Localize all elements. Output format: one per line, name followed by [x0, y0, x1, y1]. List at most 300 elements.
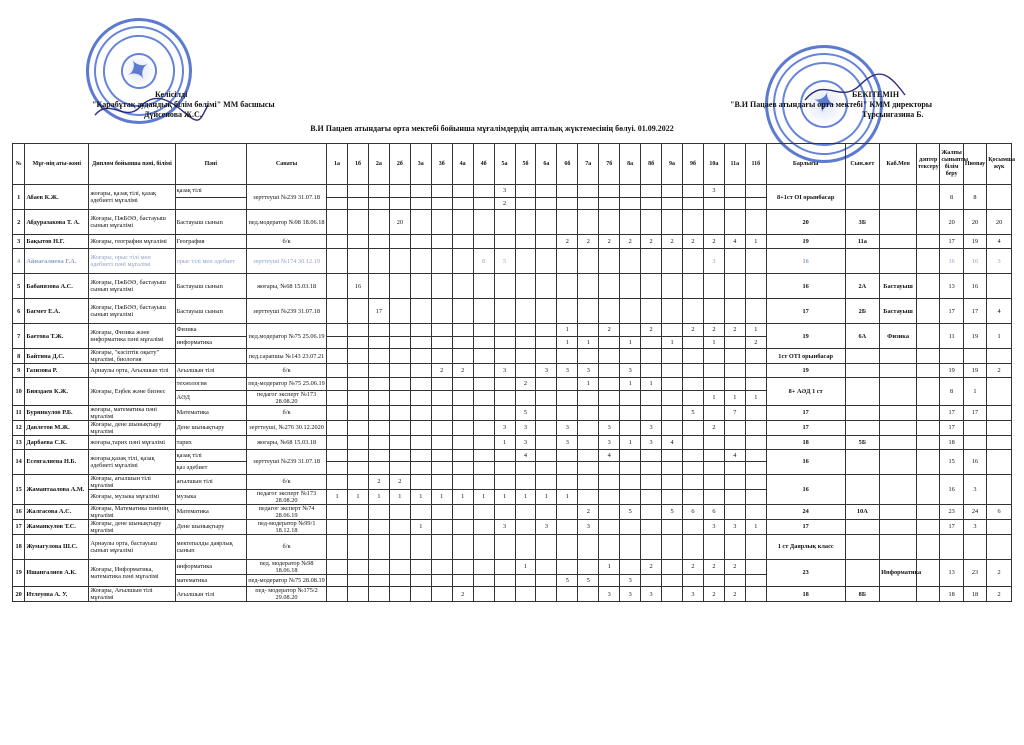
hours-2b	[389, 559, 410, 574]
class-leader: 6А	[845, 324, 879, 349]
notebook-check	[917, 504, 940, 519]
class-leader: 5Б	[845, 435, 879, 449]
extra-load	[987, 420, 1012, 435]
hours-10a	[703, 349, 724, 364]
hours-4b	[473, 519, 494, 534]
hours-7b	[599, 504, 620, 519]
hours-2b	[389, 449, 410, 462]
general-education: 17	[940, 235, 963, 249]
hours-8b: 3	[641, 435, 662, 449]
hours-1b	[348, 559, 369, 574]
cabinet	[880, 378, 917, 406]
hours-1b	[348, 504, 369, 519]
hours-2-8a: 1	[620, 336, 641, 349]
hours-9a	[662, 519, 683, 534]
subject: мектепалды даярлық сынып	[175, 534, 246, 559]
col-class-leader: Сын.жет	[845, 144, 879, 185]
hours-2-4b	[473, 197, 494, 210]
approval-left-person: Дүйсенова Ж.С.	[144, 110, 202, 119]
hours-7a	[578, 249, 599, 274]
hours-2-8a	[620, 462, 641, 475]
hours-3b	[431, 235, 452, 249]
general-education: 17	[940, 420, 963, 435]
hours-4a	[452, 504, 473, 519]
col-6a: 6а	[536, 144, 557, 185]
extra-load	[987, 378, 1012, 406]
hours-11b	[745, 274, 766, 299]
unpaid: 3	[963, 519, 986, 534]
hours-6b	[557, 534, 578, 559]
hours-11b	[745, 534, 766, 559]
hours-3a: 1	[410, 519, 431, 534]
extra-load: 2	[987, 587, 1012, 602]
hours-2-6b	[557, 390, 578, 405]
row-number: 1	[13, 185, 25, 210]
hours-1a	[327, 587, 348, 602]
unpaid	[963, 349, 986, 364]
hours-9b	[683, 435, 704, 449]
hours-7a	[578, 559, 599, 574]
hours-5b: 4	[515, 449, 536, 462]
hours-3b	[431, 559, 452, 574]
col-subject: Пәні	[175, 144, 246, 185]
col-8b: 8б	[641, 144, 662, 185]
hours-7a	[578, 274, 599, 299]
unpaid: 16	[963, 249, 986, 274]
hours-10a	[703, 435, 724, 449]
hours-4b: 8	[473, 249, 494, 274]
approval-right-title: БЕКІТЕМІН	[852, 90, 900, 99]
hours-2-3a	[410, 336, 431, 349]
class-leader	[845, 405, 879, 420]
hours-9b	[683, 534, 704, 559]
hours-3b	[431, 449, 452, 462]
general-education: 8	[940, 378, 963, 406]
row-number: 14	[13, 449, 25, 474]
hours-8a	[620, 559, 641, 574]
hours-2b: 2	[389, 474, 410, 489]
hours-1b	[348, 534, 369, 559]
notebook-check	[917, 324, 940, 349]
hours-11b	[745, 420, 766, 435]
hours-7a	[578, 210, 599, 235]
hours-8a	[620, 299, 641, 324]
hours-2-5a: 2	[494, 197, 515, 210]
hours-5b	[515, 274, 536, 299]
hours-6a	[536, 274, 557, 299]
hours-5a	[494, 474, 515, 489]
hours-9a	[662, 420, 683, 435]
table-row	[13, 210, 1012, 235]
hours-6b: 2	[557, 235, 578, 249]
extra-load	[987, 449, 1012, 474]
hours-6b	[557, 449, 578, 462]
col-name: Мұғ-нің аты-жөні	[25, 144, 89, 185]
hours-11b	[745, 364, 766, 378]
hours-2b	[389, 364, 410, 378]
class-leader: 2Б	[845, 299, 879, 324]
class-leader	[845, 449, 879, 474]
total-hours: 23	[766, 559, 845, 587]
general-education: 18	[940, 587, 963, 602]
row-number: 18	[13, 534, 25, 559]
hours-5a: 5	[494, 249, 515, 274]
hours-5a	[494, 504, 515, 519]
hours-11a	[724, 349, 745, 364]
hours-5b: 3	[515, 420, 536, 435]
cabinet	[880, 210, 917, 235]
hours-9a	[662, 449, 683, 462]
hours-6b: 3	[557, 364, 578, 378]
hours-7a	[578, 534, 599, 559]
diploma-subject: Жоғары, орыс тілі мен әдебиеті пәні мұғалімі	[89, 249, 175, 274]
cabinet	[880, 405, 917, 420]
hours-11b: 1	[745, 235, 766, 249]
general-education: 16	[940, 249, 963, 274]
hours-7b: 2	[599, 235, 620, 249]
hours-2-5a	[494, 462, 515, 475]
hours-6a	[536, 534, 557, 559]
hours-7b	[599, 378, 620, 391]
subject: Ағылшын тілі	[175, 364, 246, 378]
hours-1a	[327, 185, 348, 198]
diploma-subject: Жоғары, Математика пәнінің мұғалімі	[89, 504, 175, 519]
hours-2a	[368, 405, 389, 420]
hours-11a: 7	[724, 405, 745, 420]
hours-2-7a	[578, 489, 599, 504]
row-number: 7	[13, 324, 25, 349]
hours-6b	[557, 185, 578, 198]
subject-2: математика	[175, 574, 246, 587]
unpaid: 8	[963, 185, 986, 210]
hours-6b	[557, 274, 578, 299]
hours-11b	[745, 435, 766, 449]
hours-4b	[473, 378, 494, 391]
hours-8b	[641, 249, 662, 274]
hours-2b	[389, 420, 410, 435]
hours-11b: 1	[745, 519, 766, 534]
hours-2-9a: 1	[662, 336, 683, 349]
diploma-subject: Жоғары, ПжБӘӘ, бастауыш сынып мұғалімі	[89, 299, 175, 324]
general-education: 17	[940, 519, 963, 534]
hours-2-7b	[599, 336, 620, 349]
hours-7a	[578, 324, 599, 337]
hours-2-10a	[703, 489, 724, 504]
hours-2-6a	[536, 336, 557, 349]
hours-5b	[515, 587, 536, 602]
subject: География	[175, 235, 246, 249]
teacher-name: Дарбаева С.К.	[25, 435, 89, 449]
category: педагог эксперт №74 28.06.19	[247, 504, 327, 519]
col-1b: 1б	[348, 144, 369, 185]
hours-2b: 20	[389, 210, 410, 235]
diploma-subject-2: Жоғары, музыка мұғалімі	[89, 489, 175, 504]
hours-9a	[662, 324, 683, 337]
hours-4a	[452, 185, 473, 198]
teacher-name: Итлеуова А. У.	[25, 587, 89, 602]
hours-6a	[536, 559, 557, 574]
hours-8b	[641, 364, 662, 378]
approval-left-title: Келісілді	[155, 90, 188, 99]
extra-load	[987, 534, 1012, 559]
subject: қазақ тілі	[175, 449, 246, 462]
hours-2-2b: 1	[389, 489, 410, 504]
table-body	[13, 185, 1012, 602]
unpaid: 20	[963, 210, 986, 235]
hours-6b: 3	[557, 435, 578, 449]
diploma-subject: Жоғары, ПжБӘӘ, бастауыш сынып мұғалімі	[89, 210, 175, 235]
hours-3a	[410, 349, 431, 364]
hours-1a	[327, 235, 348, 249]
category: б/к	[247, 405, 327, 420]
hours-4a	[452, 274, 473, 299]
hours-7b	[599, 405, 620, 420]
cabinet: Информатика	[880, 559, 917, 587]
hours-10a	[703, 274, 724, 299]
hours-5a	[494, 235, 515, 249]
hours-7a	[578, 449, 599, 462]
hours-11b	[745, 185, 766, 198]
general-education: 8	[940, 185, 963, 210]
teacher-name: Абаев К.Ж.	[25, 185, 89, 210]
hours-2b	[389, 249, 410, 274]
class-leader	[845, 249, 879, 274]
hours-9b: 2	[683, 235, 704, 249]
hours-8b	[641, 185, 662, 198]
notebook-check	[917, 519, 940, 534]
col-diploma: Диплом бойынша пәні, білімі	[89, 144, 175, 185]
hours-1a	[327, 405, 348, 420]
hours-2-10a	[703, 574, 724, 587]
hours-3a	[410, 504, 431, 519]
col-cabinet: Каб.Мен	[880, 144, 917, 185]
table-row	[13, 534, 1012, 559]
subject: ағылшын тілі	[175, 474, 246, 489]
notebook-check	[917, 474, 940, 504]
class-leader	[845, 519, 879, 534]
subject: Дене шынықтыру	[175, 519, 246, 534]
hours-1a	[327, 299, 348, 324]
hours-2-7a	[578, 197, 599, 210]
hours-11a	[724, 249, 745, 274]
hours-7b	[599, 185, 620, 198]
hours-11a: 2	[724, 559, 745, 574]
teacher-name: Айнагалиева Г.А.	[25, 249, 89, 274]
notebook-check	[917, 249, 940, 274]
col-3a: 3а	[410, 144, 431, 185]
diploma-subject: Жоғары, дене шынықтыру мұғалімі	[89, 519, 175, 534]
hours-5a	[494, 299, 515, 324]
general-education: 18	[940, 435, 963, 449]
hours-11b	[745, 504, 766, 519]
hours-4a	[452, 534, 473, 559]
hours-9b: 2	[683, 324, 704, 337]
hours-3b	[431, 534, 452, 559]
hours-4a	[452, 299, 473, 324]
hours-11b	[745, 299, 766, 324]
hours-2a	[368, 504, 389, 519]
hours-6a	[536, 405, 557, 420]
hours-2-7a	[578, 390, 599, 405]
hours-8b	[641, 474, 662, 489]
hours-11a	[724, 378, 745, 391]
hours-5a: 1	[494, 435, 515, 449]
subject-2: АӘД	[175, 390, 246, 405]
hours-9b: 5	[683, 405, 704, 420]
unpaid: 3	[963, 474, 986, 504]
notebook-check	[917, 235, 940, 249]
hours-2-2a: 1	[368, 489, 389, 504]
hours-2-3b	[431, 197, 452, 210]
hours-5b	[515, 364, 536, 378]
hours-11b	[745, 349, 766, 364]
category-2: педагог эксперт №173 28.08.20	[247, 390, 327, 405]
class-leader: 11а	[845, 235, 879, 249]
hours-2-7a: 5	[578, 574, 599, 587]
hours-5a: 3	[494, 420, 515, 435]
hours-2-5a	[494, 390, 515, 405]
hours-9a	[662, 349, 683, 364]
hours-4a	[452, 210, 473, 235]
hours-3b	[431, 378, 452, 391]
extra-load	[987, 185, 1012, 210]
hours-2-2b	[389, 390, 410, 405]
table-row	[13, 519, 1012, 534]
category-2: педагог эксперт №173 28.08.20	[247, 489, 327, 504]
hours-5b	[515, 324, 536, 337]
hours-1a	[327, 559, 348, 574]
hours-2-6a	[536, 574, 557, 587]
hours-8a	[620, 249, 641, 274]
hours-2a	[368, 420, 389, 435]
hours-2a	[368, 185, 389, 198]
hours-9b	[683, 185, 704, 198]
hours-3b	[431, 185, 452, 198]
hours-8b	[641, 449, 662, 462]
row-number: 8	[13, 349, 25, 364]
hours-4b	[473, 449, 494, 462]
col-9b: 9б	[683, 144, 704, 185]
hours-9b	[683, 420, 704, 435]
hours-5b	[515, 504, 536, 519]
hours-3a	[410, 378, 431, 391]
teacher-name: Бияздаев К.Ж.	[25, 378, 89, 406]
hours-1a	[327, 519, 348, 534]
cabinet	[880, 420, 917, 435]
diploma-subject: Жоғары, Еңбек және бизнес	[89, 378, 175, 406]
hours-2-4b	[473, 336, 494, 349]
hours-6a	[536, 420, 557, 435]
hours-2a: 17	[368, 299, 389, 324]
total-hours: 16	[766, 274, 845, 299]
hours-4b	[473, 405, 494, 420]
hours-2-10a: 1	[703, 336, 724, 349]
total-hours: 16	[766, 449, 845, 474]
hours-9b: 3	[683, 587, 704, 602]
hours-3a	[410, 449, 431, 462]
hours-2-6b: 5	[557, 574, 578, 587]
hours-6a: 3	[536, 519, 557, 534]
category: пед-модератор №99/1 18.12.18	[247, 519, 327, 534]
unpaid: 23	[963, 559, 986, 587]
hours-8b	[641, 299, 662, 324]
total-hours: 8+ АӘД 1 ст	[766, 378, 845, 406]
hours-8b: 1	[641, 378, 662, 391]
hours-2-5a: 1	[494, 489, 515, 504]
general-education	[940, 534, 963, 559]
hours-3b	[431, 504, 452, 519]
hours-2b	[389, 185, 410, 198]
unpaid: 19	[963, 324, 986, 349]
hours-8b: 2	[641, 324, 662, 337]
class-leader	[845, 378, 879, 406]
hours-2-4a	[452, 462, 473, 475]
hours-7a	[578, 420, 599, 435]
hours-6a	[536, 587, 557, 602]
hours-5a	[494, 534, 515, 559]
approval-right-org: "В.И Пацаев атындағы орта мектебі" КММ директоры	[730, 100, 933, 109]
subject: информатика	[175, 559, 246, 574]
hours-1a	[327, 274, 348, 299]
hours-6b	[557, 559, 578, 574]
row-number: 3	[13, 235, 25, 249]
hours-3b	[431, 274, 452, 299]
hours-2a	[368, 587, 389, 602]
hours-2-2a	[368, 462, 389, 475]
hours-7a: 2	[578, 504, 599, 519]
hours-2-3a	[410, 390, 431, 405]
hours-2-2a	[368, 336, 389, 349]
hours-5a	[494, 378, 515, 391]
col-8a: 8а	[620, 144, 641, 185]
notebook-check	[917, 534, 940, 559]
table-row	[13, 274, 1012, 299]
hours-9a	[662, 274, 683, 299]
col-total: Барлығы	[766, 144, 845, 185]
diploma-subject: Жоғары, Информатика, математика пәні мұғалімі	[89, 559, 175, 587]
hours-2-1a	[327, 336, 348, 349]
extra-load	[987, 519, 1012, 534]
hours-2b	[389, 587, 410, 602]
cabinet	[880, 364, 917, 378]
hours-4b	[473, 235, 494, 249]
hours-9b	[683, 378, 704, 391]
hours-8b	[641, 210, 662, 235]
extra-load: 6	[987, 504, 1012, 519]
hours-8a: 1	[620, 435, 641, 449]
hours-4a	[452, 249, 473, 274]
hours-11a	[724, 185, 745, 198]
hours-6a	[536, 435, 557, 449]
total-hours: 18	[766, 587, 845, 602]
row-number: 2	[13, 210, 25, 235]
table-row	[13, 378, 1012, 391]
hours-1a	[327, 364, 348, 378]
hours-2a	[368, 435, 389, 449]
hours-9b	[683, 210, 704, 235]
total-hours: 17	[766, 299, 845, 324]
hours-9a	[662, 378, 683, 391]
hours-9a	[662, 210, 683, 235]
hours-11a	[724, 299, 745, 324]
table-row	[13, 349, 1012, 364]
notebook-check	[917, 210, 940, 235]
hours-11a: 3	[724, 519, 745, 534]
hours-9a	[662, 185, 683, 198]
cabinet: Бастауыш	[880, 299, 917, 324]
hours-11b	[745, 587, 766, 602]
hours-2a	[368, 349, 389, 364]
